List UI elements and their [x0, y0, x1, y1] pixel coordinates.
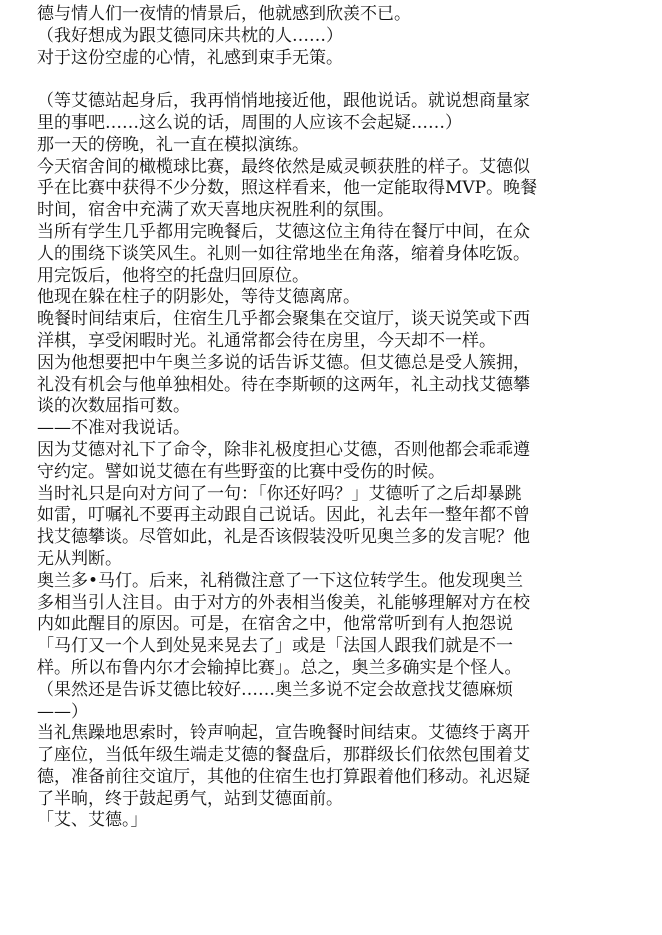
text-line: 因为他想要把中午奥兰多说的话告诉艾德。但艾德总是受人簇拥，: [37, 352, 530, 373]
text-line: 他现在躲在柱子的阴影处，等待艾德离席。: [37, 287, 360, 308]
text-line: 当时礼只是向对方问了一句：「你还好吗？」艾德听了之后却暴跳: [37, 483, 522, 504]
text-line: 当礼焦躁地思索时，铃声响起，宣告晚餐时间结束。艾德终于离开: [37, 723, 530, 744]
text-line: 今天宿舍间的橄榄球比赛，最终依然是威灵顿获胜的样子。艾德似: [37, 156, 530, 177]
text-line: 那一天的傍晚，礼一直在模拟演练。: [37, 134, 309, 155]
text-line: 了座位，当低年级生端走艾德的餐盘后，那群级长们依然包围着艾: [37, 745, 530, 766]
text-block: [37, 4, 627, 832]
text-line: 德与情人们一夜情的情景后，他就感到欣羡不已。: [37, 4, 411, 24]
text-line: 时间，宿舍中充满了欢天喜地庆祝胜利的氛围。: [37, 200, 394, 221]
text-line: 对于这份空虚的心情，礼感到束手无策。: [37, 47, 343, 68]
text-line: 谈的次数屈指可数。: [37, 396, 190, 417]
text-line: 了半晌，终于鼓起勇气，站到艾德面前。: [37, 788, 343, 809]
text-line: （等艾德站起身后，我再悄悄地接近他，跟他说话。就说想商量家: [37, 91, 530, 112]
text-line: 乎在比赛中获得不少分数，照这样看来，他一定能取得MVP。晚餐: [37, 178, 538, 199]
text-line: ——）: [37, 701, 88, 722]
text-line: 「马仃又一个人到处晃来晃去了」或是「法国人跟我们就是不一: [37, 636, 513, 657]
text-line: 德，准备前往交谊厅，其他的住宿生也打算跟着他们移动。礼迟疑: [37, 766, 530, 787]
text-line: 内如此醒目的原因。可是，在宿舍之中，他常常听到有人抱怨说: [37, 614, 513, 635]
text-line: 如雷，叮嘱礼不要再主动跟自己说话。因此，礼去年一整年都不曾: [37, 505, 530, 526]
text-line: 当所有学生几乎都用完晚餐后，艾德这位主角待在餐厅中间，在众: [37, 221, 530, 242]
blank-line: [37, 69, 627, 91]
text-line: 奥兰多•马仃。后来，礼稍微注意了一下这位转学生。他发现奥兰: [37, 570, 524, 591]
text-line: 人的围绕下谈笑风生。礼则一如往常地坐在角落，缩着身体吃饭。: [37, 243, 530, 264]
text-line: （果然还是告诉艾德比较好……奥兰多说不定会故意找艾德麻烦: [37, 679, 513, 700]
text-line: 里的事吧……这么说的话，周围的人应该不会起疑……）: [37, 112, 462, 133]
text-line: 用完饭后，他将空的托盘归回原位。: [37, 265, 309, 286]
text-line: 多相当引人注目。由于对方的外表相当俊美，礼能够理解对方在校: [37, 592, 530, 613]
text-line: 因为艾德对礼下了命令，除非礼极度担心艾德，否则他都会乖乖遵: [37, 439, 530, 460]
text-line: 守约定。譬如说艾德在有些野蛮的比赛中受伤的时候。: [37, 461, 445, 482]
text-line: （我好想成为跟艾德同床共枕的人……）: [37, 25, 343, 46]
text-line: 找艾德攀谈。尽管如此，礼是否该假装没听见奥兰多的发言呢？他: [37, 527, 530, 548]
text-line: 晚餐时间结束后，住宿生几乎都会聚集在交谊厅，谈天说笑或下西: [37, 309, 530, 330]
text-line: 「艾、艾德。」: [37, 810, 148, 831]
text-line: 洋棋，享受闲暇时光。礼通常都会待在房里，今天却不一样。: [37, 330, 496, 351]
text-line: 礼没有机会与他单独相处。待在李斯顿的这两年，礼主动找艾德攀: [37, 374, 530, 395]
text-line: 样。所以布鲁内尔才会输掉比赛」。总之，奥兰多确实是个怪人。: [37, 657, 522, 678]
text-line: ——不准对我说话。: [37, 418, 190, 439]
text-line: 无从判断。: [37, 548, 122, 569]
